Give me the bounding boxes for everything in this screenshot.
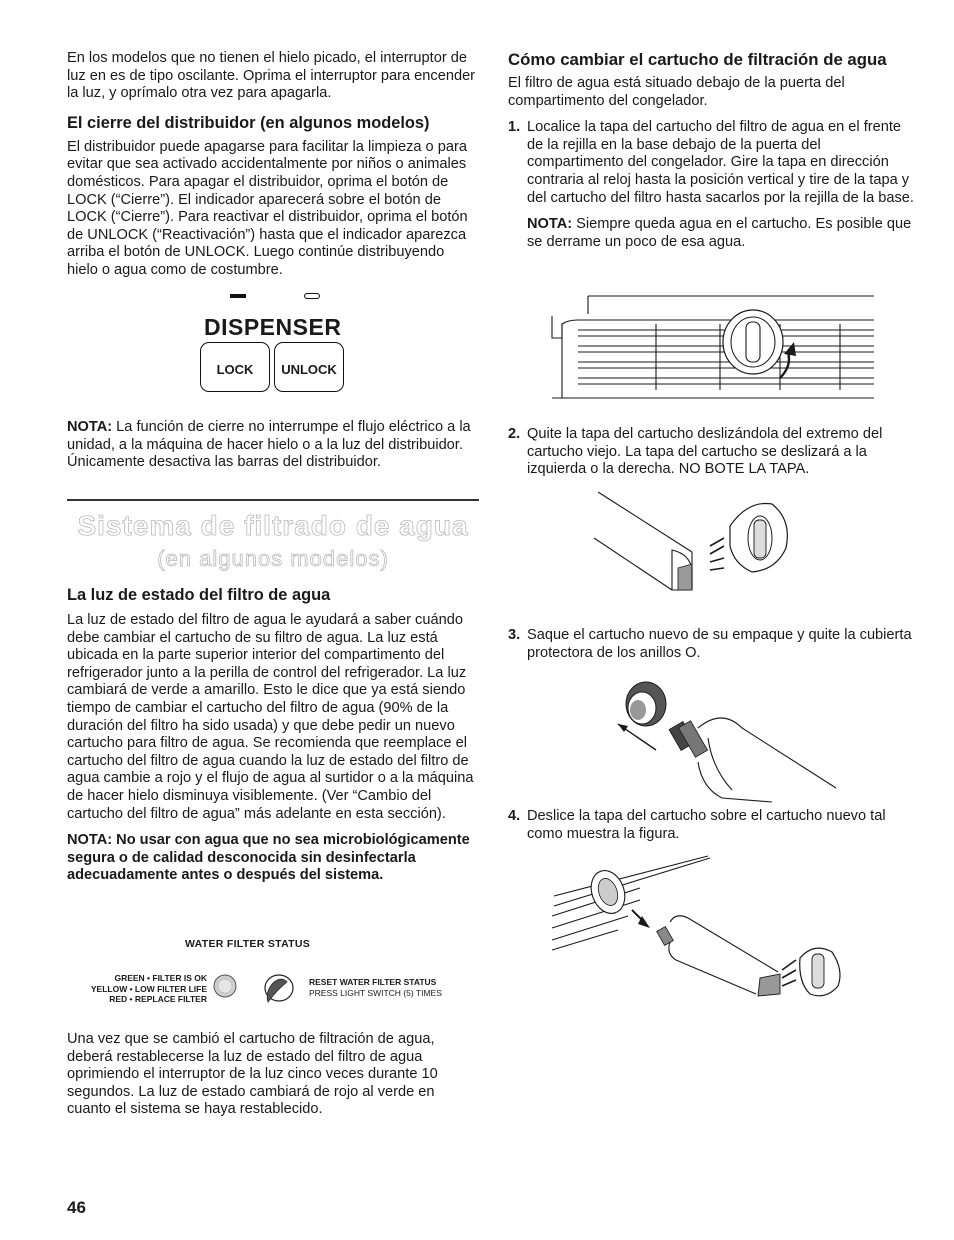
change-intro: El filtro de agua está situado debajo de la puerta del compartimento del congelador. [508,75,845,109]
steps-list-4 [508,808,918,843]
wfs-legend-red: RED • REPLACE FILTER [109,994,207,1004]
wfs-reset-title: RESET WATER FILTER STATUS [309,977,437,987]
section-title: Sistema de filtrado de agua [77,510,469,541]
nota1-body: La función de cierre no interrumpe el flujo eléctrico a la unidad, a la máquina de hacer hielo o a la luz del distribuidor. Únicamente desactiva las barras del distribuidor. [67,419,471,471]
base-grille-figure [548,294,878,404]
wfs-title: WATER FILTER STATUS [185,938,311,950]
wfs-legend-yellow: YELLOW • LOW FILTER LIFE [90,983,207,994]
nota1-paragraph [67,419,479,472]
lock-indicator-icon [230,294,246,298]
section-subtitle: (en algunos modelos) [157,546,389,571]
wfs-reset-text: PRESS LIGHT SWITCH (5) TIMES [309,987,442,998]
step1-nota-lead: NOTA: [527,216,573,233]
step1-nota-body: Siempre queda agua en el cartucho. Es posible que se derrame un poco de esa agua. [527,216,912,250]
reset-block [67,1031,479,1119]
oring-cover-figure [612,678,842,808]
steps-list-3 [508,627,918,662]
step-2-number: 2. [508,426,521,442]
unlock-button: UNLOCK [274,342,344,392]
step-3-text: Saque el cartucho nuevo de su empaque y quite la cubierta protectora de los anillos O. [527,627,912,661]
steps-list-2 [508,426,918,479]
step-2 [508,426,918,479]
change-cartridge-heading: Cómo cambiar el cartucho de filtración de agua [508,50,887,69]
step-4 [508,808,918,843]
step-1 [508,119,918,251]
steps-list-1 [508,119,918,251]
nota2-paragraph: NOTA: No usar con agua que no sea microbiológicamente segura o de calidad desconocida sin desinfectarla adecuadamente antes o después del sistema. [67,832,470,884]
reset-paragraph: Una vez que se cambió el cartucho de filtración de agua, deberá restablecerse la luz de estado del filtro de agua oprimiendo el interruptor de la luz cinco veces durante 10 segundos. La luz de estado cambiará de rojo al verde en cuanto el sistema se haya restablecido. [67,1031,438,1118]
status-heading: La luz de estado del filtro de agua [67,586,331,604]
unlock-indicator-icon [304,293,320,299]
wfs-legend [67,973,207,1005]
step-1-note [527,216,918,251]
dispenser-title: DISPENSER [204,314,342,340]
intro-paragraph: En los modelos que no tienen el hielo picado, el interruptor de luz en es de tipo oscilante. Oprima el interruptor para encender la luz, y oprímalo otra vez para apagarla. [67,50,476,102]
nota1-lead: NOTA: [67,419,113,435]
section-divider [67,499,479,501]
step-1-number: 1. [508,119,521,136]
light-switch-icon [255,968,305,1018]
step-3-number: 3. [508,627,521,643]
step-3-block [508,627,918,662]
water-filter-status-graphic [67,938,479,1018]
step-2-text: Quite la tapa del cartucho deslizándola del extremo del cartucho viejo. La tapa del cartucho se deslizará a la izquierda o la derecha. NO BOTE LA TAPA. [527,426,883,478]
step-4-block [508,808,918,843]
lock-button: LOCK [200,342,270,392]
nota1-block [67,419,479,472]
lock-paragraph: El distribuidor puede apagarse para facilitar la limpieza o para evitar que sea activado accidentalmente por niños o animales domésticos. Para apagar el distribuidor, oprima el botón de LOCK (“Cierre”). El indicador aparecerá sobre el botón de LOCK (“Cierre”). Para reactivar el distribuidor, oprima el botón de UNLOCK (“Reactivación”) hasta que el indicador aparezca arriba el botón de UNLOCK. Luego continúe distribuyendo hielo o agua como de costumbre. [67,138,468,278]
left-column [67,50,479,280]
wfs-reset [309,977,442,998]
step-2-block [508,426,918,479]
step-4-number: 4. [508,808,521,824]
wfs-legend-green: GREEN • FILTER IS OK [114,973,207,983]
lock-heading: El cierre del distribuidor (en algunos modelos) [67,113,430,132]
step-3 [508,627,918,662]
status-block [67,585,479,885]
right-column [508,50,918,251]
step-1-text: Localice la tapa del cartucho del filtro de agua en el frente de la rejilla en la base debajo de la puerta del compartimento del congelador. Gire la tapa en dirección contraria al reloj hasta la posición vertical y tire de la tapa y del cartucho del filtro hasta sacarlos por la rejilla de la base. [527,119,914,206]
remove-cap-figure [592,490,832,600]
status-paragraph: La luz de estado del filtro de agua le ayudará a saber cuándo debe cambiar el cartucho de su filtro de agua. La luz está ubicada en la parte superior interior del compartimento del refrigerador junto a la perilla de control del refrigerador. La luz cambiará de verde a amarillo. Esto le dice que ya está siendo tiempo de cambiar el cartucho del filtro de agua (90% de la duración del filtro ha sido usada) y que debe pedir un nuevo cartucho para filtro de agua. Se recomienda que reemplace el cartucho del filtro de agua cuando la luz de estado del filtro de agua cambie a rojo y el flujo de agua al surtidor o a la máquina de hacer hielo disminuya visiblemente. (Ver “Cambio del cartucho del filtro de agua” más adelante en esta sección). [67,612,474,822]
dispenser-panel [200,290,346,400]
install-cap-figure [548,852,848,1012]
page-number: 46 [67,1198,86,1217]
step-4-text: Deslice la tapa del cartucho sobre el cartucho nuevo tal como muestra la figura. [527,808,886,842]
